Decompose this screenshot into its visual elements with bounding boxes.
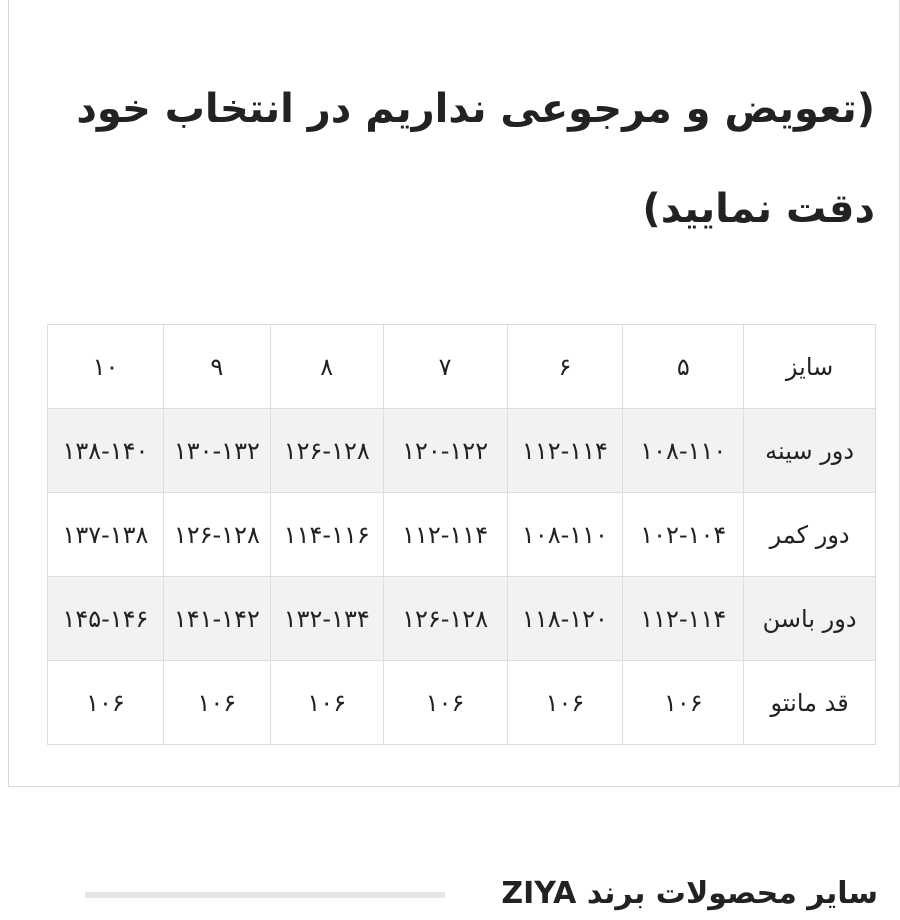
notice-line-2: دقت نمایید): [642, 186, 875, 232]
table-cell: ۱۲۰-۱۲۲: [383, 409, 507, 493]
row-label-chest: دور سینه: [744, 409, 876, 493]
table-row-length: [48, 661, 876, 745]
table-cell: ۱۱۴-۱۱۶: [270, 493, 383, 577]
table-cell: ۱۰۶: [383, 661, 507, 745]
row-label-hip: دور باسن: [744, 577, 876, 661]
size-header-cell: ۸: [270, 325, 383, 409]
table-cell: ۱۰۶: [507, 661, 623, 745]
table-cell: ۱۲۶-۱۲۸: [163, 493, 270, 577]
size-header-label: سایز: [744, 325, 876, 409]
table-row-hip: [48, 577, 876, 661]
table-cell: ۱۱۲-۱۱۴: [383, 493, 507, 577]
size-header-cell: ۷: [383, 325, 507, 409]
table-cell: ۱۰۸-۱۱۰: [623, 409, 744, 493]
row-label-waist: دور کمر: [744, 493, 876, 577]
table-cell: ۱۳۷-۱۳۸: [48, 493, 164, 577]
size-header-cell: ۵: [623, 325, 744, 409]
more-products-section: [0, 860, 900, 920]
size-chart-table: [47, 324, 876, 745]
table-cell: ۱۰۸-۱۱۰: [507, 493, 623, 577]
section-divider: [85, 892, 445, 898]
notice-line-1: (تعویض و مرجوعی نداریم در انتخاب خود: [76, 86, 875, 132]
table-cell: ۱۱۲-۱۱۴: [507, 409, 623, 493]
table-row-chest: [48, 409, 876, 493]
size-header-cell: ۹: [163, 325, 270, 409]
table-cell: ۱۰۶: [270, 661, 383, 745]
table-cell: ۱۱۸-۱۲۰: [507, 577, 623, 661]
table-cell: ۱۱۲-۱۱۴: [623, 577, 744, 661]
row-label-length: قد مانتو: [744, 661, 876, 745]
size-header-cell: ۱۰: [48, 325, 164, 409]
table-cell: ۱۳۰-۱۳۲: [163, 409, 270, 493]
size-header-row: [48, 325, 876, 409]
table-cell: ۱۰۶: [48, 661, 164, 745]
table-cell: ۱۲۶-۱۲۸: [383, 577, 507, 661]
table-cell: ۱۰۲-۱۰۴: [623, 493, 744, 577]
table-cell: ۱۳۲-۱۳۴: [270, 577, 383, 661]
more-products-title[interactable]: سایر محصولات برند ZIYA: [501, 876, 878, 911]
table-cell: ۱۰۶: [163, 661, 270, 745]
no-return-notice: [45, 59, 875, 259]
table-row-waist: [48, 493, 876, 577]
table-cell: ۱۳۸-۱۴۰: [48, 409, 164, 493]
table-cell: ۱۰۶: [623, 661, 744, 745]
table-cell: ۱۴۵-۱۴۶: [48, 577, 164, 661]
table-cell: ۱۴۱-۱۴۲: [163, 577, 270, 661]
table-cell: ۱۲۶-۱۲۸: [270, 409, 383, 493]
size-header-cell: ۶: [507, 325, 623, 409]
